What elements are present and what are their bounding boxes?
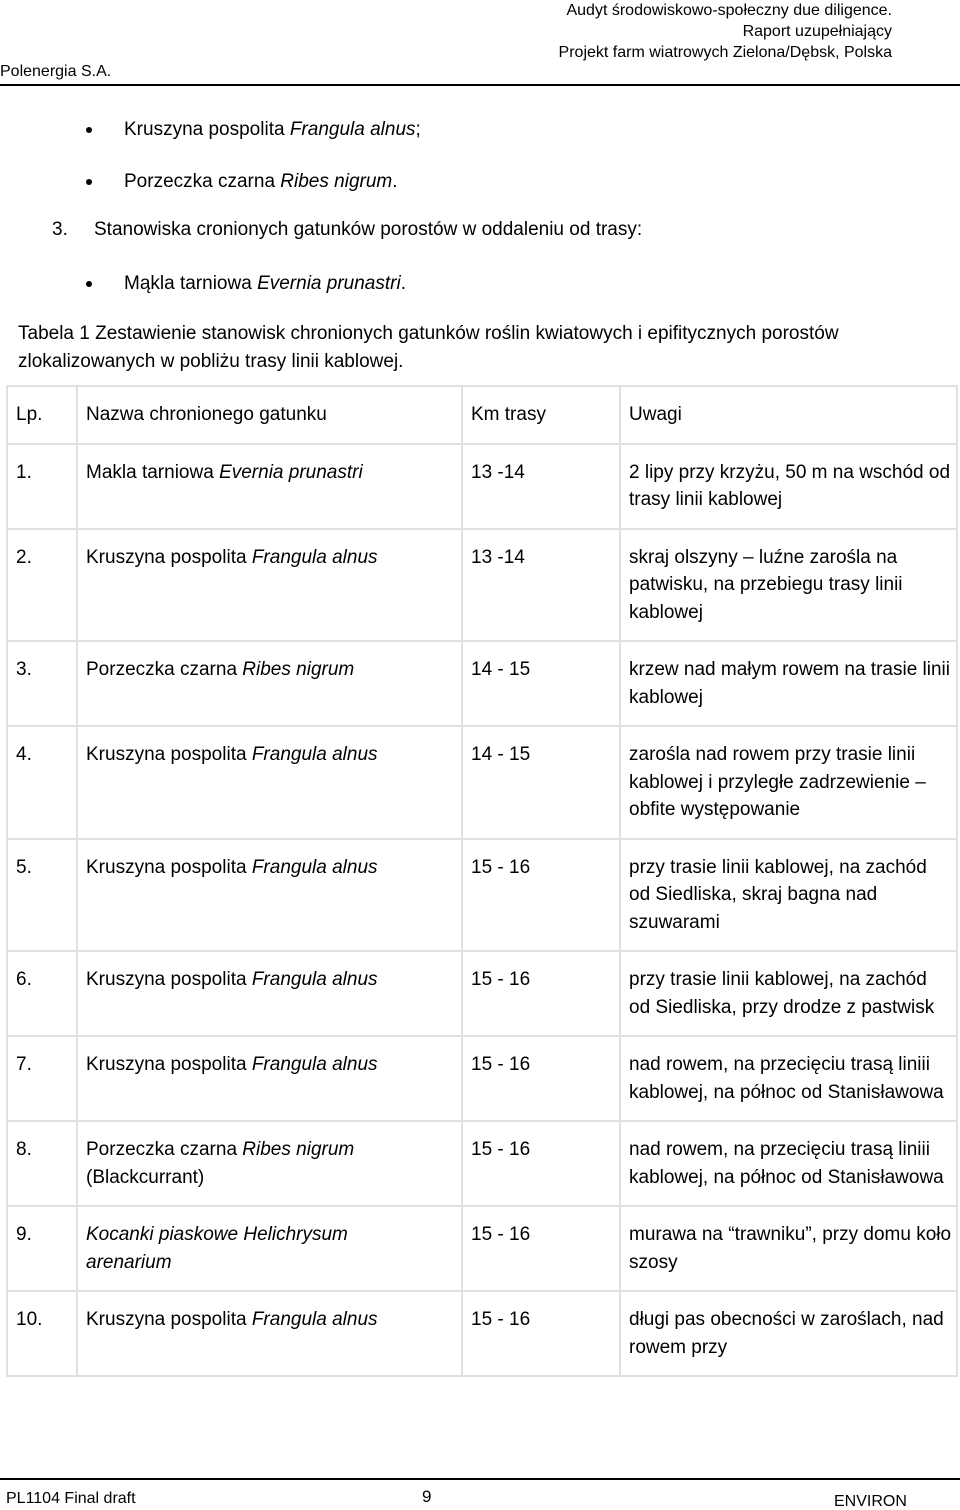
cell-name: Kruszyna pospolita Frangula alnus: [77, 726, 462, 839]
cell-lp: 5.: [7, 839, 77, 952]
header-divider: [0, 84, 960, 86]
numbered-item: 3. Stanowiska cronionych gatunków porostów w oddaleniu od trasy:: [52, 219, 643, 240]
cell-name: Kruszyna pospolita Frangula alnus: [77, 1291, 462, 1376]
table-row: [7, 1291, 957, 1376]
table-row: [7, 951, 957, 1036]
table-row: [7, 641, 957, 726]
cell-note: nad rowem, na przecięciu trasą liniii kablowej, na północ od Stanisławowa: [620, 1036, 957, 1121]
cell-lp: 6.: [7, 951, 77, 1036]
cell-lp: 8.: [7, 1121, 77, 1206]
table-row: [7, 444, 957, 529]
cell-note: przy trasie linii kablowej, na zachód od Siedliska, skraj bagna nad szuwarami: [620, 839, 957, 952]
bullet-text: Kruszyna pospolita Frangula alnus;: [124, 119, 421, 140]
header-km: Km trasy: [462, 386, 620, 444]
bullet-item: [86, 170, 398, 195]
cell-note: skraj olszyny – luźne zarośla na patwisku, na przebiegu trasy linii kablowej: [620, 529, 957, 642]
cell-note: przy trasie linii kablowej, na zachód od Siedliska, przy drodze z pastwisk: [620, 951, 957, 1036]
cell-km: 15 - 16: [462, 1206, 620, 1291]
header-line-3: Projekt farm wiatrowych Zielona/Dębsk, Polska: [558, 44, 892, 61]
cell-lp: 1.: [7, 444, 77, 529]
table-header-row: [7, 386, 957, 444]
cell-lp: 9.: [7, 1206, 77, 1291]
table-caption: Tabela 1 Zestawienie stanowisk chronionych gatunków roślin kwiatowych i epifitycznych porostów zlokalizowanych w pobliżu trasy linii kablowej.: [18, 323, 839, 372]
cell-name: Kruszyna pospolita Frangula alnus: [77, 529, 462, 642]
cell-km: 15 - 16: [462, 839, 620, 952]
cell-name: Makla tarniowa Evernia prunastri: [77, 444, 462, 529]
cell-lp: 2.: [7, 529, 77, 642]
header-line-1: Audyt środowiskowo-społeczny due diligence.: [566, 2, 892, 19]
footer-doc-id: PL1104 Final draft: [6, 1490, 136, 1507]
species-table: [6, 385, 958, 1377]
cell-note: zarośla nad rowem przy trasie linii kablowej i przyległe zadrzewienie – obfite występowanie: [620, 726, 957, 839]
cell-lp: 10.: [7, 1291, 77, 1376]
table-row: [7, 529, 957, 642]
bullet-text: Porzeczka czarna Ribes nigrum.: [124, 171, 398, 192]
header-line-2: Raport uzupełniający: [742, 23, 892, 40]
bullet-text: Mąkla tarniowa Evernia prunastri.: [124, 273, 406, 294]
cell-lp: 7.: [7, 1036, 77, 1121]
footer-divider: [0, 1478, 960, 1480]
cell-name: Porzeczka czarna Ribes nigrum (Blackcurrant): [77, 1121, 462, 1206]
cell-km: 14 - 15: [462, 641, 620, 726]
cell-name: Kruszyna pospolita Frangula alnus: [77, 839, 462, 952]
bullet-icon: [86, 179, 92, 185]
table-row: [7, 726, 957, 839]
bullet-item: [86, 272, 406, 297]
cell-km: 15 - 16: [462, 1036, 620, 1121]
cell-note: murawa na “trawniku”, przy domu koło szosy: [620, 1206, 957, 1291]
cell-km: 15 - 16: [462, 1121, 620, 1206]
cell-km: 14 - 15: [462, 726, 620, 839]
cell-note: nad rowem, na przecięciu trasą liniii kablowej, na północ od Stanisławowa: [620, 1121, 957, 1206]
header-company: Polenergia S.A.: [0, 63, 112, 80]
table-row: [7, 1036, 957, 1121]
cell-name: Kocanki piaskowe Helichrysum arenarium: [77, 1206, 462, 1291]
cell-name: Kruszyna pospolita Frangula alnus: [77, 951, 462, 1036]
cell-lp: 3.: [7, 641, 77, 726]
cell-name: Kruszyna pospolita Frangula alnus: [77, 1036, 462, 1121]
cell-note: 2 lipy przy krzyżu, 50 m na wschód od trasy linii kablowej: [620, 444, 957, 529]
header-lp: Lp.: [7, 386, 77, 444]
bullet-icon: [86, 281, 92, 287]
cell-km: 15 - 16: [462, 951, 620, 1036]
cell-km: 13 -14: [462, 444, 620, 529]
header-name: Nazwa chronionego gatunku: [77, 386, 462, 444]
header-notes: Uwagi: [620, 386, 957, 444]
table-row: [7, 839, 957, 952]
footer-company: ENVIRON: [834, 1493, 907, 1510]
cell-note: krzew nad małym rowem na trasie linii kablowej: [620, 641, 957, 726]
cell-name: Porzeczka czarna Ribes nigrum: [77, 641, 462, 726]
cell-km: 15 - 16: [462, 1291, 620, 1376]
bullet-icon: [86, 127, 92, 133]
table-row: [7, 1121, 957, 1206]
cell-note: długi pas obecności w zaroślach, nad rowem przy: [620, 1291, 957, 1376]
bullet-item: [86, 118, 421, 143]
page-number: 9: [422, 1487, 432, 1506]
document-header-title: [559, 0, 892, 63]
cell-lp: 4.: [7, 726, 77, 839]
cell-km: 13 -14: [462, 529, 620, 642]
table-row: [7, 1206, 957, 1291]
